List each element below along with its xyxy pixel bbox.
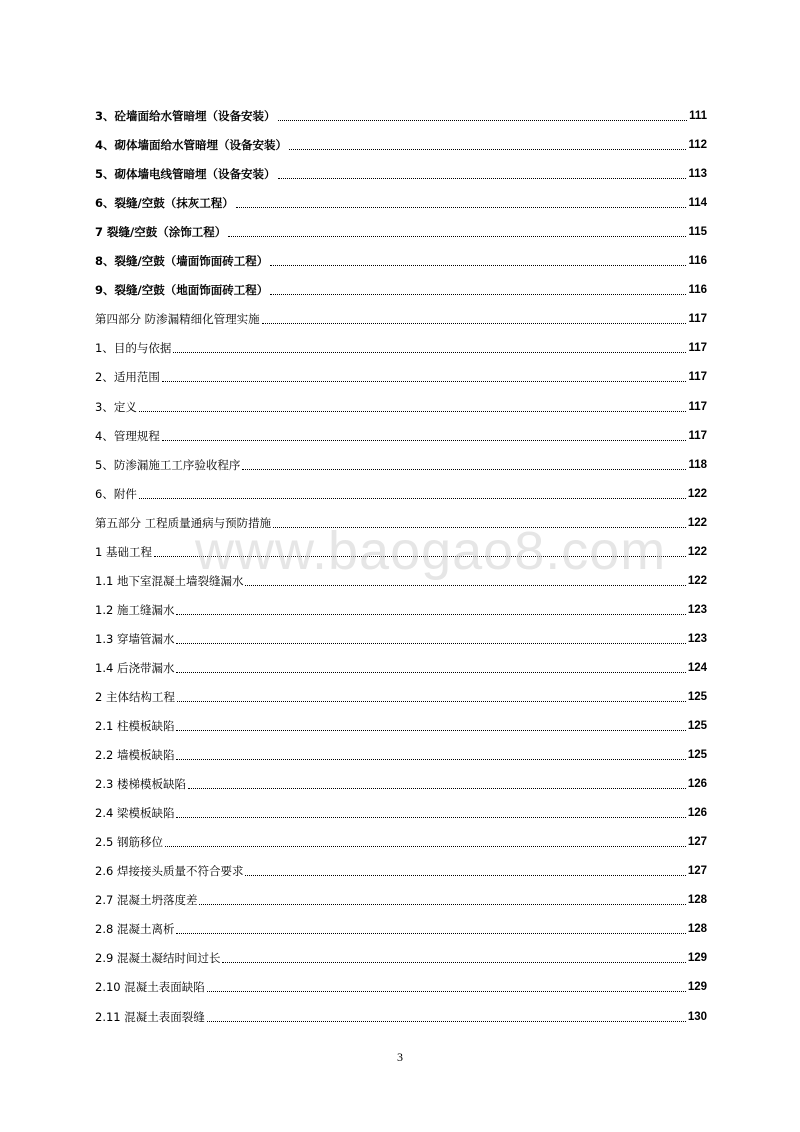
toc-dot-leader [162, 381, 687, 382]
toc-dot-leader [176, 614, 685, 615]
toc-entry-page: 118 [688, 458, 707, 471]
toc-entry[interactable] [95, 533, 707, 562]
toc-entry[interactable] [95, 475, 707, 504]
toc-entry-title: 1.4 后浇带漏水 [95, 660, 175, 675]
toc-entry-page: 117 [688, 342, 707, 355]
toc-entry-page: 127 [687, 865, 707, 878]
toc-entry-title: 2.5 钢筋移位 [95, 835, 163, 850]
toc-entry-title: 9、裂缝/空鼓（地面饰面砖工程） [95, 283, 269, 298]
toc-entry-page: 122 [687, 574, 707, 587]
toc-entry-title: 1.1 地下室混凝土墙裂缝漏水 [95, 573, 244, 588]
toc-entry-title: 3、定义 [95, 399, 137, 414]
toc-dot-leader [162, 440, 687, 441]
toc-entry[interactable] [95, 620, 707, 649]
toc-dot-leader [154, 556, 686, 557]
toc-dot-leader [278, 120, 688, 121]
toc-dot-leader [278, 178, 687, 179]
toc-dot-leader [139, 411, 687, 412]
toc-entry[interactable] [95, 329, 707, 358]
toc-entry-title: 2.7 混凝土坍落度差 [95, 893, 198, 908]
toc-entry-title: 2.11 混凝土表面裂缝 [95, 1009, 205, 1024]
page-number: 3 [397, 1050, 403, 1064]
toc-dot-leader [176, 730, 685, 731]
toc-entry-page: 116 [688, 255, 707, 268]
toc-entry-page: 128 [687, 923, 707, 936]
toc-entry-page: 122 [687, 487, 707, 500]
toc-entry-title: 6、附件 [95, 486, 137, 501]
toc-entry-title: 2、适用范围 [95, 370, 160, 385]
toc-entry-title: 2.4 梁模板缺陷 [95, 806, 175, 821]
toc-entry-title: 2.2 墙模板缺陷 [95, 748, 175, 763]
toc-entry[interactable] [95, 562, 707, 591]
toc-entry-title: 5、砌体墙电线管暗埋（设备安装） [95, 167, 276, 182]
toc-entry-page: 123 [687, 603, 707, 616]
toc-entry[interactable] [95, 881, 707, 910]
toc-entry-page: 122 [687, 516, 707, 529]
toc-entry-page: 129 [687, 952, 707, 965]
toc-entry[interactable] [95, 300, 707, 329]
toc-entry[interactable] [95, 417, 707, 446]
toc-dot-leader [176, 933, 685, 934]
toc-entry[interactable] [95, 997, 707, 1026]
toc-dot-leader [176, 759, 685, 760]
toc-entry-title: 8、裂缝/空鼓（墙面饰面砖工程） [95, 254, 269, 269]
toc-entry-title: 第四部分 防渗漏精细化管理实施 [95, 312, 260, 327]
toc-entry-title: 2 主体结构工程 [95, 689, 175, 704]
toc-entry[interactable] [95, 271, 707, 300]
toc-entry-title: 2.8 混凝土离析 [95, 922, 175, 937]
toc-dot-leader [222, 962, 685, 963]
toc-entry-title: 7 裂缝/空鼓（涂饰工程） [95, 225, 227, 240]
toc-entry[interactable] [95, 823, 707, 852]
toc-entry[interactable] [95, 446, 707, 475]
toc-entry-title: 1.3 穿墙管漏水 [95, 631, 175, 646]
toc-dot-leader [176, 817, 685, 818]
toc-entry-page: 125 [687, 720, 707, 733]
toc-entry[interactable] [95, 736, 707, 765]
toc-entry-title: 2.1 柱模板缺陷 [95, 719, 175, 734]
toc-entry-title: 1、目的与依据 [95, 341, 172, 356]
toc-entry-page: 112 [688, 139, 707, 152]
toc-dot-leader [242, 469, 686, 470]
toc-entry[interactable] [95, 765, 707, 794]
toc-dot-leader [289, 149, 686, 150]
toc-entry-title: 3、砼墙面给水管暗埋（设备安装） [95, 109, 276, 124]
toc-entry[interactable] [95, 358, 707, 387]
toc-dot-leader [228, 236, 686, 237]
toc-entry-page: 113 [688, 168, 707, 181]
toc-entry[interactable] [95, 242, 707, 271]
toc-entry-page: 125 [687, 690, 707, 703]
toc-entry-page: 127 [687, 836, 707, 849]
watermark: www.baogao8.com [195, 521, 667, 581]
toc-entry[interactable] [95, 649, 707, 678]
toc-entry[interactable] [95, 852, 707, 881]
toc-entry[interactable] [95, 794, 707, 823]
toc-entry-page: 111 [689, 110, 707, 123]
toc-entry[interactable] [95, 155, 707, 184]
toc-entry[interactable] [95, 184, 707, 213]
toc-entry-title: 2.3 楼梯模板缺陷 [95, 777, 186, 792]
toc-dot-leader [165, 846, 686, 847]
toc-entry-title: 第五部分 工程质量通病与预防措施 [95, 515, 272, 530]
toc-entry[interactable] [95, 213, 707, 242]
toc-entry-page: 114 [688, 197, 707, 210]
toc-entry[interactable] [95, 968, 707, 997]
toc-entry-page: 116 [688, 284, 707, 297]
toc-dot-leader [270, 294, 686, 295]
toc-entry-title: 6、裂缝/空鼓（抹灰工程） [95, 196, 234, 211]
toc-dot-leader [199, 904, 685, 905]
toc-dot-leader [273, 527, 686, 528]
toc-entry[interactable] [95, 387, 707, 416]
toc-entry-page: 130 [687, 1010, 707, 1023]
toc-entry-page: 117 [688, 400, 707, 413]
toc-dot-leader [207, 1021, 686, 1022]
toc-entry-page: 117 [688, 313, 707, 326]
toc-dot-leader [245, 585, 685, 586]
toc-entry-page: 124 [687, 661, 707, 674]
toc-dot-leader [207, 991, 686, 992]
toc-dot-leader [270, 265, 686, 266]
toc-entry-page: 128 [687, 894, 707, 907]
toc-entry-page: 129 [687, 981, 707, 994]
toc-entry-page: 117 [688, 429, 707, 442]
toc-entry[interactable] [95, 678, 707, 707]
toc-dot-leader [176, 672, 685, 673]
toc-entry-title: 4、砌体墙面给水管暗埋（设备安装） [95, 138, 287, 153]
toc-dot-leader [262, 323, 687, 324]
toc-entry-title: 4、管理规程 [95, 428, 160, 443]
toc-entry[interactable] [95, 591, 707, 620]
toc-dot-leader [176, 643, 685, 644]
toc-entry[interactable] [95, 97, 707, 126]
toc-entry-page: 122 [687, 545, 707, 558]
toc-entry-page: 126 [687, 778, 707, 791]
toc-dot-leader [236, 207, 687, 208]
toc-entry[interactable] [95, 126, 707, 155]
toc-dot-leader [245, 875, 685, 876]
toc-dot-leader [188, 788, 686, 789]
toc-entry-title: 1 基础工程 [95, 544, 152, 559]
toc-entry[interactable] [95, 939, 707, 968]
toc-dot-leader [177, 701, 686, 702]
toc-dot-leader [173, 352, 686, 353]
toc-entry[interactable] [95, 910, 707, 939]
toc-entry[interactable] [95, 504, 707, 533]
toc-entry-title: 2.6 焊接接头质量不符合要求 [95, 864, 244, 879]
table-of-contents [95, 97, 707, 1027]
toc-entry-page: 126 [687, 807, 707, 820]
toc-dot-leader [139, 498, 686, 499]
toc-entry-page: 115 [688, 226, 707, 239]
toc-entry-title: 1.2 施工缝漏水 [95, 602, 175, 617]
toc-entry-page: 123 [687, 632, 707, 645]
toc-entry-page: 125 [687, 749, 707, 762]
toc-entry-page: 117 [688, 371, 707, 384]
toc-entry-title: 5、防渗漏施工工序验收程序 [95, 457, 241, 472]
toc-entry-title: 2.9 混凝土凝结时间过长 [95, 951, 221, 966]
toc-entry[interactable] [95, 707, 707, 736]
toc-entry-title: 2.10 混凝土表面缺陷 [95, 980, 205, 995]
